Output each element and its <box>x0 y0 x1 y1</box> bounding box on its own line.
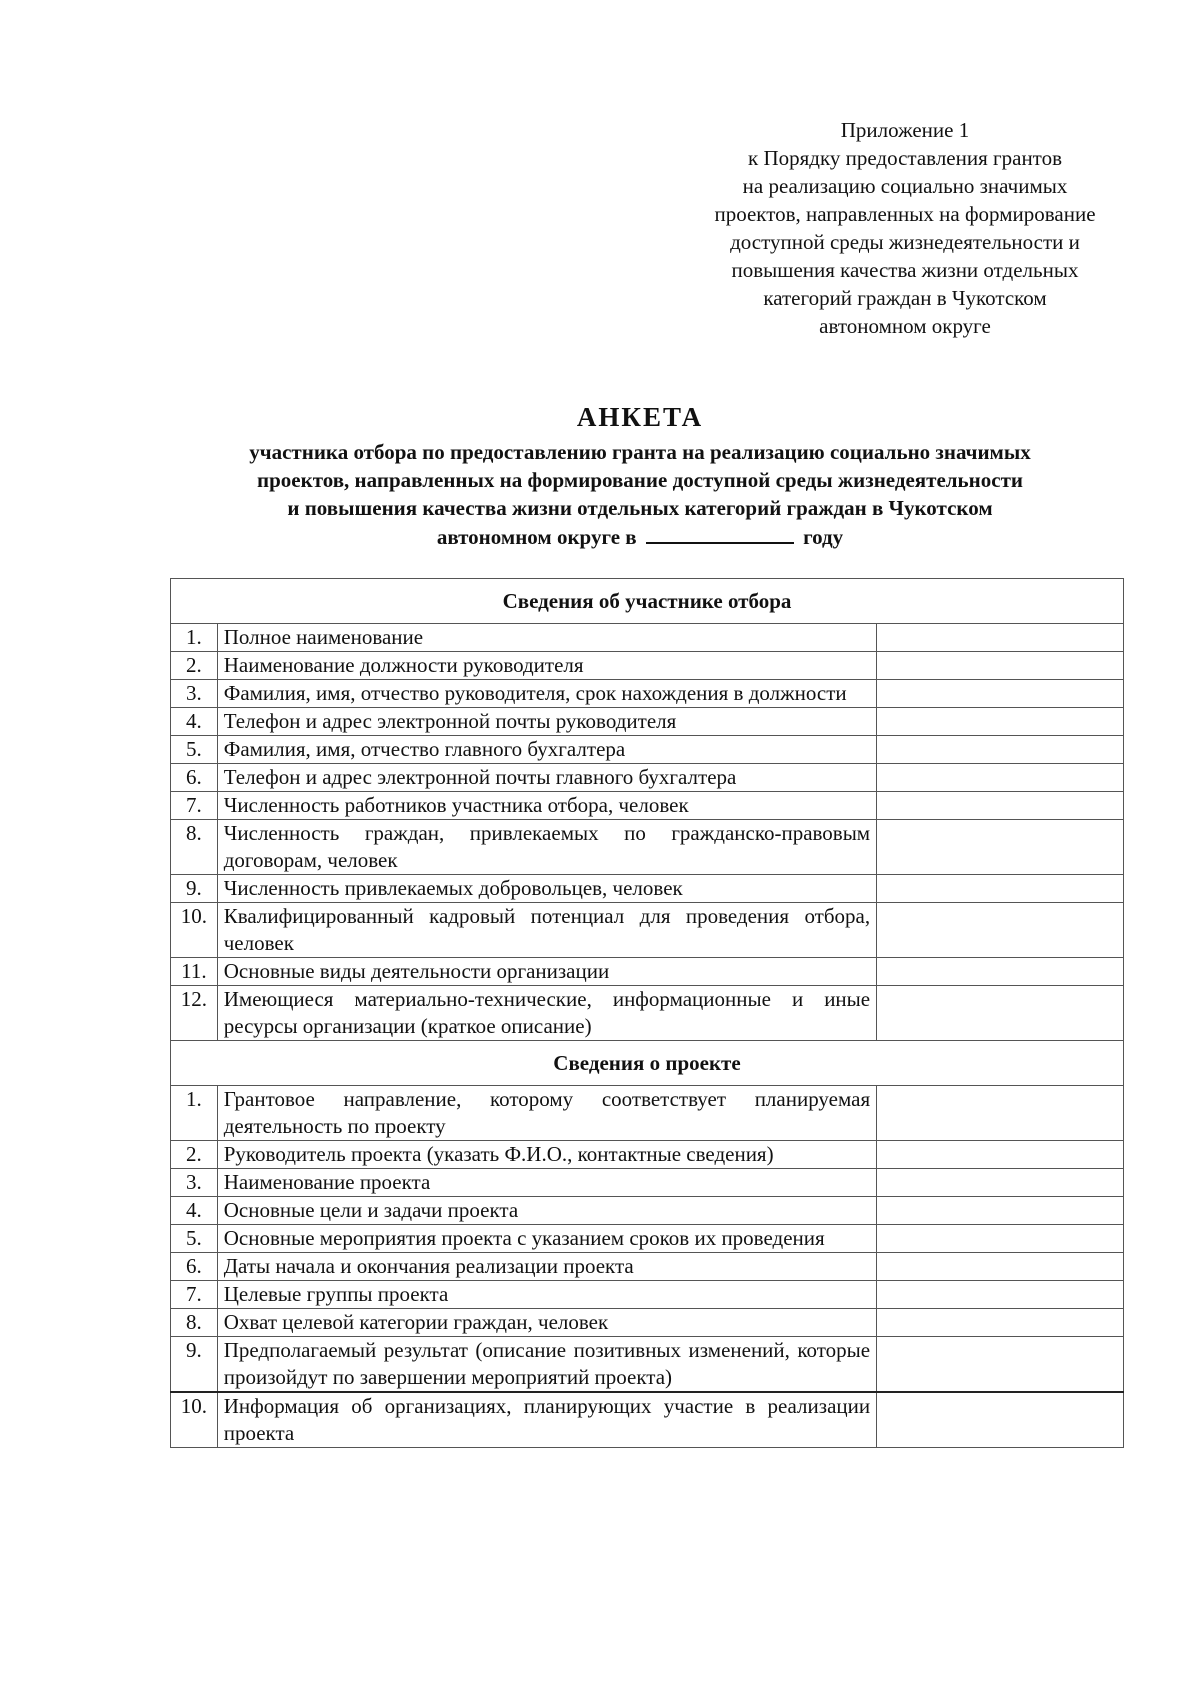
table-row <box>171 903 1124 958</box>
row-answer-field[interactable] <box>877 708 1124 736</box>
row-label <box>217 652 876 680</box>
subtitle-line: и повышения качества жизни отдельных категорий граждан в Чукотском <box>287 496 993 520</box>
row-answer-field[interactable] <box>877 1309 1124 1337</box>
row-answer-field[interactable] <box>877 986 1124 1041</box>
row-number: 1. <box>171 624 218 652</box>
section-heading: Сведения об участнике отбора <box>171 579 1124 624</box>
row-answer-field[interactable] <box>877 820 1124 875</box>
table-row <box>171 1197 1124 1225</box>
subtitle-last-after: году <box>803 525 844 549</box>
row-answer-field[interactable] <box>877 652 1124 680</box>
table-row <box>171 1169 1124 1197</box>
row-label-text: Квалифицированный кадровый потенциал для проведения отбора, человек <box>223 904 871 955</box>
table-row <box>171 792 1124 820</box>
section-header-row <box>171 579 1124 624</box>
table-row <box>171 652 1124 680</box>
table-row <box>171 708 1124 736</box>
row-number: 5. <box>171 1225 218 1253</box>
row-number: 4. <box>171 708 218 736</box>
row-answer-field[interactable] <box>877 1197 1124 1225</box>
appendix-line: на реализацию социально значимых <box>742 174 1068 198</box>
subtitle-last-line <box>160 522 1120 551</box>
appendix-header <box>640 116 1170 340</box>
section-header-row <box>171 1041 1124 1086</box>
row-label-text: Основные мероприятия проекта с указанием сроков их проведения <box>223 1226 825 1250</box>
table-row <box>171 1225 1124 1253</box>
row-label-text: Численность работников участника отбора, человек <box>223 793 689 817</box>
row-label <box>217 1197 876 1225</box>
table-row <box>171 624 1124 652</box>
table-row <box>171 1141 1124 1169</box>
row-number: 12. <box>171 986 218 1041</box>
row-number: 3. <box>171 1169 218 1197</box>
appendix-line: автономном округе <box>819 314 991 338</box>
year-blank-field[interactable] <box>646 522 794 544</box>
row-label <box>217 958 876 986</box>
row-label <box>217 1225 876 1253</box>
row-label-text: Наименование проекта <box>223 1170 431 1194</box>
row-number: 1. <box>171 1086 218 1141</box>
row-answer-field[interactable] <box>877 736 1124 764</box>
row-answer-field[interactable] <box>877 1281 1124 1309</box>
row-answer-field[interactable] <box>877 764 1124 792</box>
table-row <box>171 986 1124 1041</box>
row-label <box>217 986 876 1041</box>
row-answer-field[interactable] <box>877 624 1124 652</box>
row-label-text: Численность привлекаемых добровольцев, человек <box>223 876 683 900</box>
row-answer-field[interactable] <box>877 680 1124 708</box>
row-label <box>217 1141 876 1169</box>
table-row <box>171 1086 1124 1141</box>
row-label <box>217 792 876 820</box>
row-number: 9. <box>171 875 218 903</box>
table-row <box>171 1253 1124 1281</box>
subtitle-line: участника отбора по предоставлению гранта на реализацию социально значимых <box>249 440 1031 464</box>
table-row <box>171 1281 1124 1309</box>
document-subtitle <box>160 438 1120 551</box>
row-number: 7. <box>171 1281 218 1309</box>
row-label <box>217 903 876 958</box>
row-label-text: Предполагаемый результат (описание позитивных изменений, которые произойдут по завершении мероприятий проекта) <box>223 1338 871 1389</box>
appendix-line: доступной среды жизнедеятельности и <box>730 230 1080 254</box>
subtitle-last-before: автономном округе в <box>436 525 637 549</box>
table-row <box>171 958 1124 986</box>
row-answer-field[interactable] <box>877 1141 1124 1169</box>
row-answer-field[interactable] <box>877 1169 1124 1197</box>
row-answer-field[interactable] <box>877 1392 1124 1448</box>
table-row <box>171 764 1124 792</box>
document-title: АНКЕТА <box>576 402 704 432</box>
row-label-text: Основные цели и задачи проекта <box>223 1198 519 1222</box>
row-label-text: Полное наименование <box>223 625 424 649</box>
row-label-text: Фамилия, имя, отчество главного бухгалтера <box>223 737 626 761</box>
row-number: 10. <box>171 903 218 958</box>
row-label-text: Целевые группы проекта <box>223 1282 449 1306</box>
row-label <box>217 1337 876 1393</box>
row-label-text: Телефон и адрес электронной почты главного бухгалтера <box>223 765 737 789</box>
row-label-text: Телефон и адрес электронной почты руководителя <box>223 709 677 733</box>
table-row <box>171 1309 1124 1337</box>
table-row <box>171 736 1124 764</box>
row-label <box>217 624 876 652</box>
row-answer-field[interactable] <box>877 875 1124 903</box>
row-label-text: Даты начала и окончания реализации проекта <box>223 1254 634 1278</box>
row-label <box>217 1169 876 1197</box>
table-row <box>171 820 1124 875</box>
row-label-text: Руководитель проекта (указать Ф.И.О., контактные сведения) <box>223 1142 774 1166</box>
table-row <box>171 1392 1124 1448</box>
appendix-line: к Порядку предоставления грантов <box>748 146 1062 170</box>
row-label <box>217 764 876 792</box>
row-answer-field[interactable] <box>877 958 1124 986</box>
row-label <box>217 680 876 708</box>
row-answer-field[interactable] <box>877 903 1124 958</box>
row-label-text: Основные виды деятельности организации <box>223 959 610 983</box>
row-number: 7. <box>171 792 218 820</box>
row-number: 6. <box>171 764 218 792</box>
row-label-text: Наименование должности руководителя <box>223 653 584 677</box>
row-answer-field[interactable] <box>877 1225 1124 1253</box>
row-number: 8. <box>171 1309 218 1337</box>
subtitle-line: проектов, направленных на формирование доступной среды жизнедеятельности <box>257 468 1023 492</box>
section-heading: Сведения о проекте <box>171 1041 1124 1086</box>
row-label-text: Фамилия, имя, отчество руководителя, срок нахождения в должности <box>223 681 847 705</box>
row-label-text: Информация об организациях, планирующих участие в реализации проекта <box>223 1394 871 1445</box>
table-row <box>171 680 1124 708</box>
row-label-text: Грантовое направление, которому соответствует планируемая деятельность по проекту <box>223 1087 871 1138</box>
row-number: 5. <box>171 736 218 764</box>
row-number: 8. <box>171 820 218 875</box>
appendix-line: повышения качества жизни отдельных <box>731 258 1079 282</box>
appendix-line: проектов, направленных на формирование <box>714 202 1096 226</box>
row-label <box>217 1086 876 1141</box>
row-label <box>217 708 876 736</box>
row-answer-field[interactable] <box>877 1086 1124 1141</box>
row-label <box>217 1309 876 1337</box>
row-answer-field[interactable] <box>877 792 1124 820</box>
questionnaire-table <box>170 578 1124 1448</box>
row-number: 10. <box>171 1392 218 1448</box>
row-number: 3. <box>171 680 218 708</box>
row-label <box>217 736 876 764</box>
row-answer-field[interactable] <box>877 1337 1124 1393</box>
row-label-text: Численность граждан, привлекаемых по гражданско-правовым договорам, человек <box>223 821 871 872</box>
row-number: 2. <box>171 1141 218 1169</box>
row-label <box>217 1392 876 1448</box>
table-row <box>171 875 1124 903</box>
row-number: 6. <box>171 1253 218 1281</box>
row-label-text: Имеющиеся материально-технические, информационные и иные ресурсы организации (краткое описание) <box>223 987 871 1038</box>
appendix-line: категорий граждан в Чукотском <box>763 286 1047 310</box>
appendix-line: Приложение 1 <box>840 118 970 142</box>
row-number: 11. <box>171 958 218 986</box>
table-row <box>171 1337 1124 1393</box>
row-label <box>217 875 876 903</box>
row-number: 9. <box>171 1337 218 1393</box>
row-number: 2. <box>171 652 218 680</box>
row-number: 4. <box>171 1197 218 1225</box>
row-answer-field[interactable] <box>877 1253 1124 1281</box>
row-label <box>217 1281 876 1309</box>
row-label <box>217 1253 876 1281</box>
row-label-text: Охват целевой категории граждан, человек <box>223 1310 609 1334</box>
row-label <box>217 820 876 875</box>
